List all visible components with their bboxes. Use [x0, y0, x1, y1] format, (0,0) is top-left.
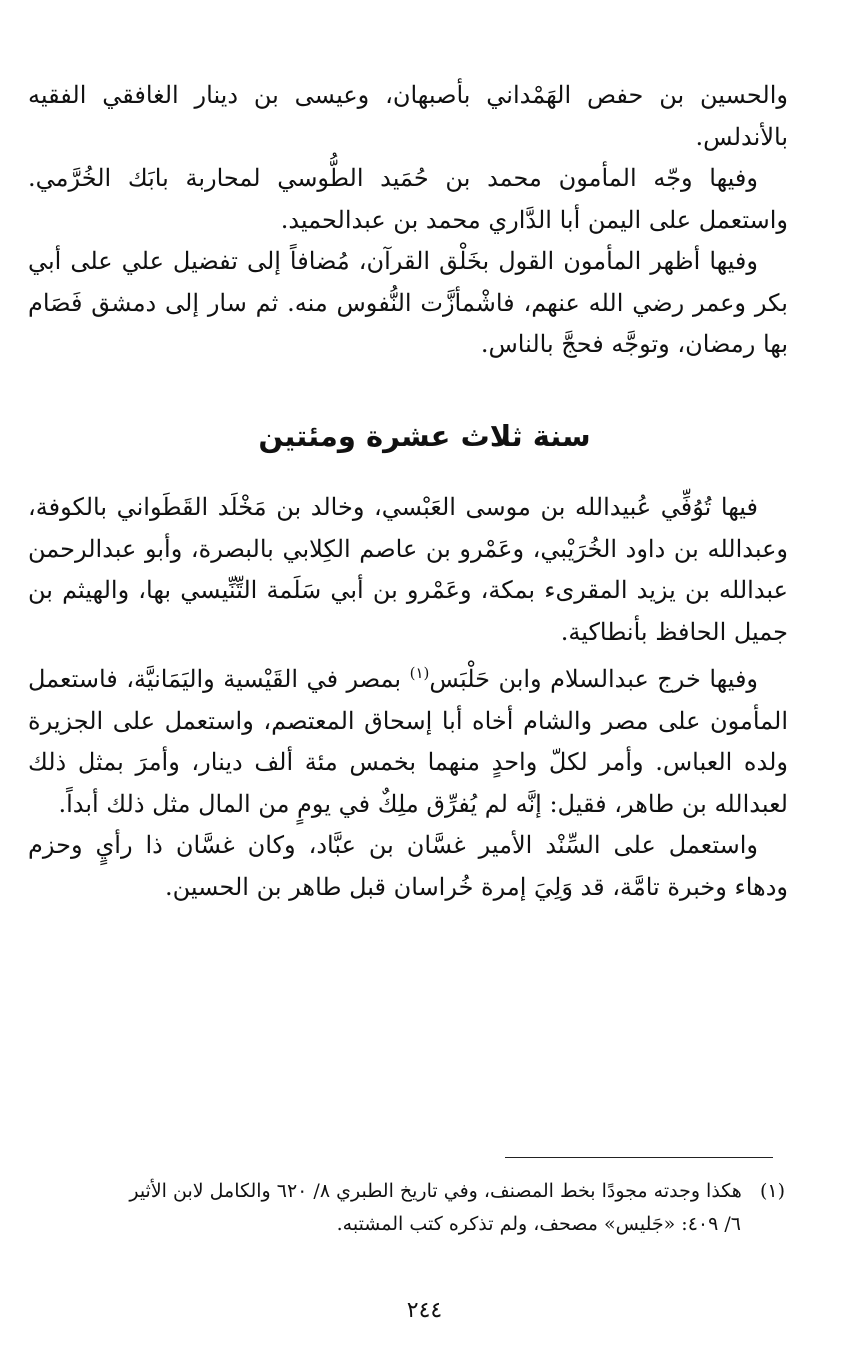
footnote-reference[interactable]: (١) [409, 664, 430, 682]
paragraph: والحسين بن حفص الهَمْداني بأصبهان، وعيسى بن دينار الغافقي الفقيه بالأندلس. [28, 81, 788, 151]
paragraph [28, 653, 788, 825]
footnote-line: ٦/ ٤٠٩: «جَليس» مصحف، ولم تذكره كتب المشتبه. [336, 1213, 741, 1235]
top-text-block [28, 75, 788, 366]
footnote-text: هكذا وجدته مجودًا بخط المصنف، وفي تاريخ الطبري ٨/ ٦٢٠ والكامل لابن الأثير [129, 1180, 742, 1202]
footnote-line [40, 1175, 785, 1208]
paragraph [28, 825, 788, 908]
paragraph-text: فيها تُوُفِّي عُبيدالله بن موسى العَبْسي، وخالد بن مَخْلَد القَطَواني بالكوفة، وعبدالله بن داود الخُرَيْبي، وعَمْرو بن عاصم الكِلابي بالبصرة، وأبو عبدالرحمن عبدالله بن يزيد المقرىء بمكة، وعَمْرو بن أبي سَلَمة التِّنِّيسي بها، والهيثم بن جميل الحافظ بأنطاكية. [28, 493, 788, 646]
paragraph-text: بمصر في القَيْسية واليَمَانيَّة، فاستعمل المأمون على مصر والشام أخاه أبا إسحاق المعتصم، واستعمل على الجزيرة ولده العباس. وأمر لكلّ واحدٍ منهما بخمس مئة ألف دينار، وأمرَ بمثل ذلك لعبدالله بن طاهر، فقيل: إنَّه لم يُفرِّق ملِكٌ في يومٍ من المال مثل ذلك أبداً. [28, 665, 788, 818]
paragraph [28, 487, 788, 653]
paragraph-text: واستعمل على السِّنْد الأمير غسَّان بن عبَّاد، وكان غسَّان ذا رأيٍ وحزم ودهاء وخبرة تامَّة، قد وَلِيَ إمرة خُراسان قبل طاهر بن الحسين. [28, 831, 788, 901]
paragraph: وفيها وجّه المأمون محمد بن حُمَيد الطُّوسي لمحاربة بابَك الخُرَّمي. واستعمل على اليمن أبا الدَّاري محمد بن عبدالحميد. [28, 164, 788, 234]
footnote [40, 1175, 785, 1241]
footnote-divider [505, 1157, 773, 1158]
section-text-block [28, 487, 788, 908]
paragraph-text: وفيها خرج عبدالسلام وابن حَلْبَس [429, 665, 759, 693]
page-number: ٢٤٤ [406, 1298, 443, 1323]
section-heading: سنة ثلاث عشرة ومئتين [258, 419, 591, 453]
footnote-number: (١) [759, 1180, 785, 1202]
paragraph: وفيها أظهر المأمون القول بخَلْق القرآن، مُضافاً إلى تفضيل علي على أبي بكر وعمر رضي الله عنهم، فاشْمأزَّت النُّفوس منه. ثم سار إلى دمشق فَصَام بها رمضان، وتوجَّه فحجَّ بالناس. [28, 247, 788, 358]
